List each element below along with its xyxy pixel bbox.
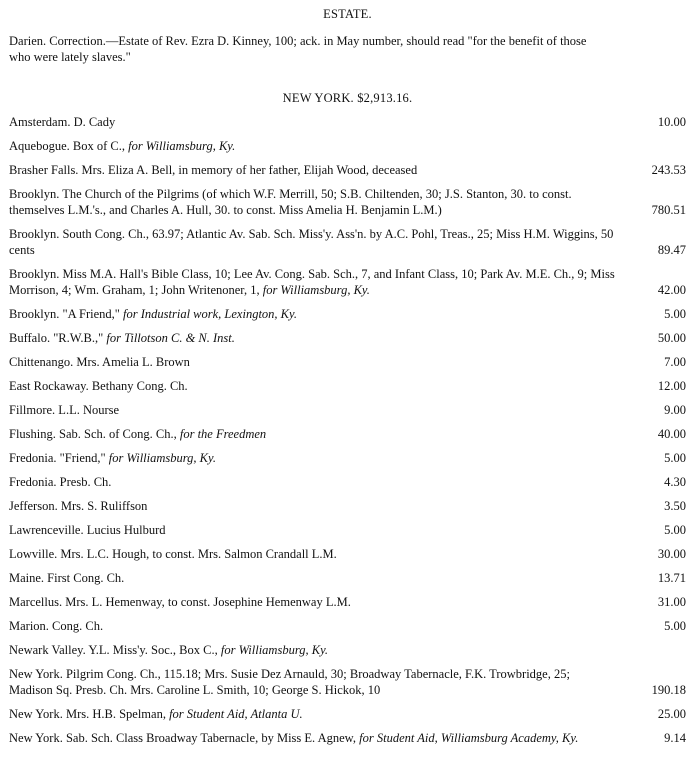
contribution-description (9, 114, 616, 130)
contribution-designation: for Williamsburg, Ky. (220, 643, 329, 657)
contribution-description (9, 330, 616, 346)
contribution-description (9, 546, 616, 562)
contribution-row (9, 426, 686, 442)
contribution-row (9, 114, 686, 130)
contribution-text: Amsterdam. D. Cady (9, 115, 116, 129)
contribution-text: Marcellus. Mrs. L. Hemenway, to const. Josephine Hemenway L.M. (9, 595, 351, 609)
contribution-list (9, 114, 686, 746)
contribution-amount: 50.00 (657, 331, 686, 345)
contribution-description (9, 354, 616, 370)
contribution-amount: 25.00 (657, 707, 686, 721)
contribution-description (9, 594, 616, 610)
contribution-amount: 243.53 (651, 163, 686, 177)
contribution-row (9, 594, 686, 610)
contribution-description (9, 426, 616, 442)
contribution-amount: 5.00 (664, 451, 686, 465)
contribution-row (9, 618, 686, 634)
contribution-amount: 190.18 (651, 683, 686, 697)
contribution-description (9, 162, 616, 178)
contribution-text: Brasher Falls. Mrs. Eliza A. Bell, in memory of her father, Elijah Wood, deceased (9, 163, 418, 177)
contribution-description (9, 378, 616, 394)
contribution-text: Lowville. Mrs. L.C. Hough, to const. Mrs. Salmon Crandall L.M. (9, 547, 337, 561)
new-york-heading: NEW YORK. $2,913.16. (282, 91, 413, 105)
contribution-description (9, 642, 616, 658)
contribution-text: Lawrenceville. Lucius Hulburd (9, 523, 166, 537)
contribution-row (9, 354, 686, 370)
contribution-text: Fredonia. "Friend," (9, 451, 109, 465)
contribution-designation: for Student Aid, Williamsburg Academy, Ky. (359, 731, 579, 745)
contribution-text: Brooklyn. Miss M.A. Hall's Bible Class, 10; Lee Av. Cong. Sab. Sch., 7, and Infant Class, 10; Park Av. M.E. Ch., 9; Miss Morrison, 4; Wm. Graham, 1; John Writenoner, 1, (9, 267, 615, 297)
contribution-amount: 3.50 (664, 499, 686, 513)
contribution-designation: for the Freedmen (179, 427, 267, 441)
contribution-text: Brooklyn. South Cong. Ch., 63.97; Atlantic Av. Sab. Sch. Miss'y. Ass'n. by A.C. Pohl, Treas., 25; Miss H.M. Wiggins, 50 cents (9, 227, 614, 257)
contribution-description (9, 226, 616, 258)
estate-correction-note: Darien. Correction.—Estate of Rev. Ezra D. Kinney, 100; ack. in May number, should read "for the benefit of those who were lately slaves." (9, 34, 587, 64)
contribution-row (9, 402, 686, 418)
contribution-description (9, 186, 616, 218)
contribution-row (9, 138, 686, 154)
contribution-row (9, 730, 686, 746)
contribution-text: Brooklyn. The Church of the Pilgrims (of which W.F. Merrill, 50; S.B. Chiltenden, 30; J.S. Stanton, 30. to const. themselves L.M.'s., and Charles A. Hull, 30. to const. Miss Amelia H. Benjamin L.M.) (9, 187, 572, 217)
contribution-text: Maine. First Cong. Ch. (9, 571, 125, 585)
contribution-amount: 13.71 (657, 571, 686, 585)
contribution-amount: 4.30 (664, 475, 686, 489)
contribution-text: New York. Pilgrim Cong. Ch., 115.18; Mrs. Susie Dez Arnauld, 30; Broadway Tabernacle, F.K. Trowbridge, 25; Madison Sq. Presb. Ch. Mrs. Caroline L. Smith, 10; George S. Hickok, 10 (9, 667, 570, 697)
contribution-text: Chittenango. Mrs. Amelia L. Brown (9, 355, 190, 369)
contribution-row (9, 570, 686, 586)
contribution-amount: 12.00 (657, 379, 686, 393)
contribution-row (9, 522, 686, 538)
contribution-text: New York. Mrs. H.B. Spelman, (9, 707, 170, 721)
contribution-amount: 10.00 (657, 115, 686, 129)
contribution-amount: 40.00 (657, 427, 686, 441)
contribution-description (9, 666, 616, 698)
contribution-row (9, 226, 686, 258)
contribution-text: Fredonia. Presb. Ch. (9, 475, 112, 489)
contribution-text: Buffalo. "R.W.B.," (9, 331, 107, 345)
contribution-description (9, 498, 616, 514)
contribution-text: East Rockaway. Bethany Cong. Ch. (9, 379, 188, 393)
contribution-row (9, 642, 686, 658)
contribution-description (9, 474, 616, 490)
contribution-description (9, 618, 616, 634)
contribution-row (9, 266, 686, 298)
contribution-text: Jefferson. Mrs. S. Ruliffson (9, 499, 148, 513)
contribution-row (9, 546, 686, 562)
contribution-text: Fillmore. L.L. Nourse (9, 403, 120, 417)
contribution-row (9, 474, 686, 490)
contribution-description (9, 306, 616, 322)
contribution-amount: 31.00 (657, 595, 686, 609)
contribution-text: Newark Valley. Y.L. Miss'y. Soc., Box C., (9, 643, 221, 657)
contribution-designation: for Williamsburg, Ky. (262, 283, 370, 297)
contribution-amount: 7.00 (664, 355, 686, 369)
contribution-amount: 9.00 (664, 403, 686, 417)
contribution-row (9, 378, 686, 394)
contribution-row (9, 498, 686, 514)
contribution-row (9, 450, 686, 466)
contribution-amount: 5.00 (664, 523, 686, 537)
contribution-amount: 5.00 (664, 307, 686, 321)
contribution-description (9, 730, 616, 746)
contribution-designation: for Williamsburg, Ky. (128, 139, 236, 153)
contribution-text: Flushing. Sab. Sch. of Cong. Ch., (9, 427, 180, 441)
contribution-amount: 5.00 (664, 619, 686, 633)
contribution-designation: for Tillotson C. & N. Inst. (106, 331, 235, 345)
contribution-amount: 9.14 (664, 731, 686, 745)
contribution-row (9, 330, 686, 346)
contribution-description (9, 402, 616, 418)
contribution-designation: for Student Aid, Atlanta U. (169, 707, 303, 721)
contribution-text: Marion. Cong. Ch. (9, 619, 104, 633)
contribution-amount: 89.47 (657, 243, 686, 257)
contribution-row (9, 186, 686, 218)
contribution-description (9, 570, 616, 586)
contribution-row (9, 706, 686, 722)
contribution-amount: 780.51 (651, 203, 686, 217)
contribution-description (9, 138, 616, 154)
contribution-amount: 42.00 (657, 283, 686, 297)
contribution-designation: for Industrial work, Lexington, Ky. (123, 307, 297, 321)
contribution-text: Aquebogue. Box of C., (9, 139, 129, 153)
contribution-text: New York. Sab. Sch. Class Broadway Tabernacle, by Miss E. Agnew, (9, 731, 360, 745)
contribution-description (9, 266, 616, 298)
contribution-row (9, 162, 686, 178)
contribution-description (9, 450, 616, 466)
contribution-text: Brooklyn. "A Friend," (9, 307, 124, 321)
contribution-description (9, 706, 616, 722)
contribution-row (9, 666, 686, 698)
contribution-description (9, 522, 616, 538)
contribution-designation: for Williamsburg, Ky. (108, 451, 216, 465)
estate-heading: ESTATE. (323, 7, 372, 21)
contribution-amount: 30.00 (657, 547, 686, 561)
contribution-row (9, 306, 686, 322)
